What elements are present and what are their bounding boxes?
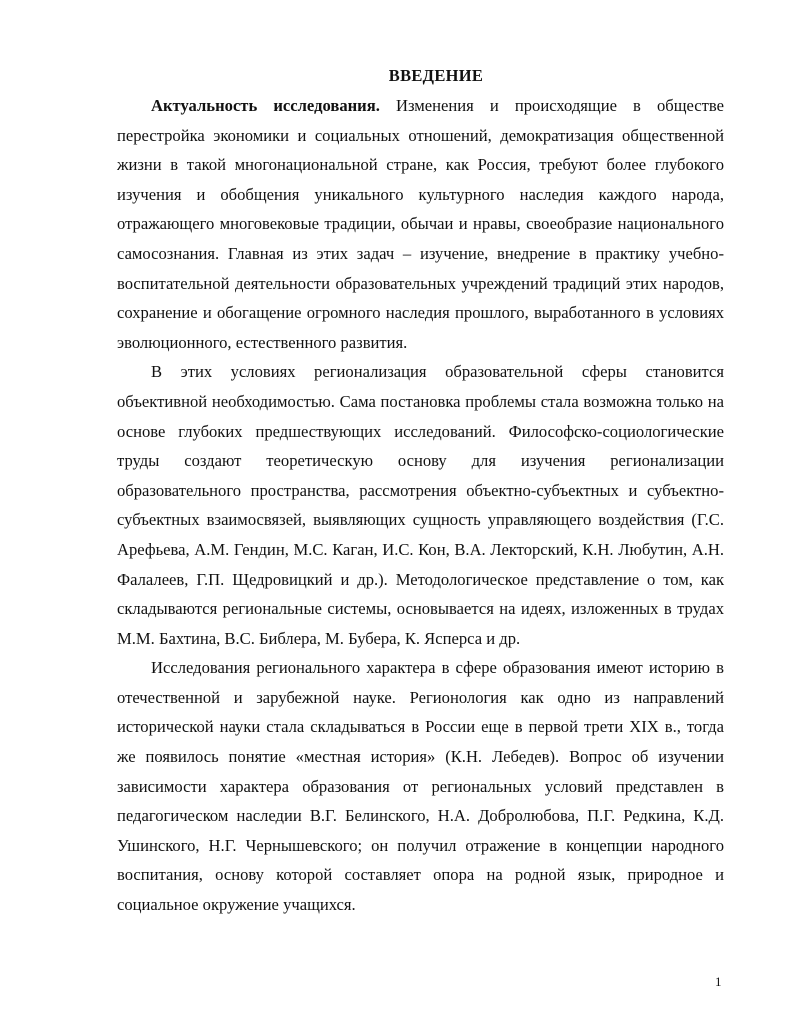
paragraph-regionalization: В этих условиях регионализация образовательной сферы становится объективной необходимостью. Сама постановка проблемы стала возможна только на основе глубоких предшествующих исследований. Философско-социологические труды создают теоретическую основу для изучения регионализации образовательного пространства, рассмотрения объектно-субъектных и субъектно-субъектных взаимосвязей, выявляющих сущность управляющего воздействия (Г.С. Арефьева, А.М. Гендин, М.С. Каган, И.С. Кон, В.А. Лекторский, К.Н. Любутин, А.Н. Фалалеев, Г.П. Щедровицкий и др.). Методологическое представление о том, как складываются региональные системы, основывается на идеях, изложенных в трудах М.М. Бахтина, В.С. Библера, М. Бубера, К. Ясперса и др. xyxy=(117,362,724,648)
page-number: 1 xyxy=(715,974,722,989)
paragraph-body: Изменения и происходящие в обществе перестройка экономики и социальных отношений, демократизация общественной жизни в такой многонациональной стране, как Россия, требуют более глубокого изучения и обобщения уникального культурного наследия каждого народа, отражающего многовековые традиции, обычаи и нравы, своеобразие национального самосознания. Главная из этих задач – изучение, внедрение в практику учебно-воспитательной деятельности образовательных учреждений традиций этих народов, сохранение и обогащение огромного наследия прошлого, выработанного в условиях эволюционного, естественного развития. xyxy=(117,96,724,352)
paragraph-history: Исследования регионального характера в сфере образования имеют историю в отечественной и зарубежной науке. Регионология как одно из направлений исторической науки стала складываться в России еще в первой трети XIX в., тогда же появилось понятие «местная история» (К.Н. Лебедев). Вопрос об изучении зависимости характера образования от региональных условий представлен в педагогическом наследии В.Г. Белинского, Н.А. Добролюбова, П.Г. Редкина, К.Д. Ушинского, Н.Г. Чернышевского; он получил отражение в концепции народного воспитания, основу которой составляет опора на родной язык, природное и социальное окружение учащихся. xyxy=(117,658,724,915)
paragraph-relevance xyxy=(117,91,724,357)
body-text xyxy=(117,91,724,920)
paragraph-lead: Актуальность исследования. xyxy=(151,96,380,115)
section-heading: ВВЕДЕНИЕ xyxy=(388,66,484,85)
